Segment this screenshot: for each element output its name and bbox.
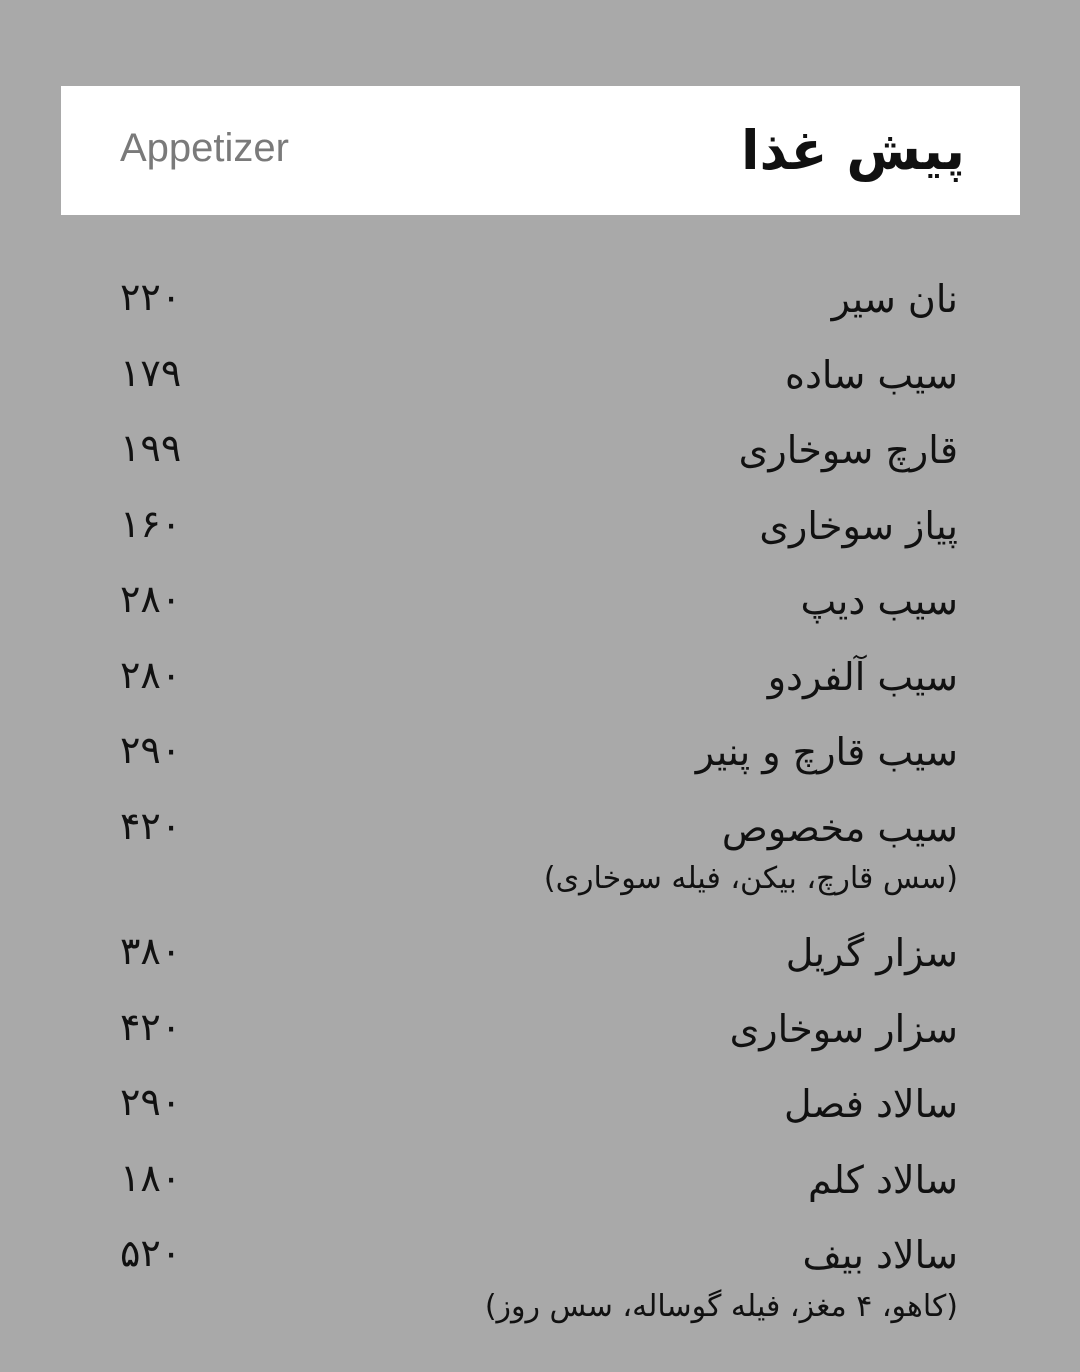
menu-item-name: سالاد کلم bbox=[807, 1157, 958, 1202]
menu-header bbox=[61, 86, 1020, 215]
menu-item-name: سیب دیپ bbox=[800, 579, 958, 623]
menu-item bbox=[120, 791, 958, 905]
menu-item bbox=[120, 916, 958, 992]
menu-item-row bbox=[120, 564, 958, 640]
menu-item bbox=[120, 489, 958, 565]
menu-item-price: ۴۲۰ bbox=[120, 1004, 182, 1049]
section-title-english: Appetizer bbox=[120, 126, 289, 170]
menu-item bbox=[120, 1143, 958, 1219]
menu-item-note: (کاهو، ۴ مغز، فیله گوساله، سس روز) bbox=[484, 1288, 958, 1324]
menu-item-name: سیب مخصوص bbox=[721, 805, 958, 850]
menu-item-price: ۴۲۰ bbox=[120, 803, 182, 848]
menu-item-name: قارچ سوخاری bbox=[738, 428, 958, 472]
menu-item-row bbox=[120, 916, 958, 992]
menu-item-row bbox=[120, 715, 958, 791]
menu-item-price: ۱۸۰ bbox=[120, 1155, 182, 1200]
menu-item bbox=[120, 262, 958, 338]
menu-item bbox=[120, 564, 958, 640]
menu-item-price: ۲۸۰ bbox=[120, 577, 182, 621]
menu-item-row bbox=[120, 262, 958, 338]
menu-item bbox=[120, 640, 958, 716]
menu-item-name: سیب ساده bbox=[785, 352, 958, 397]
section-title-persian: پیش غذا bbox=[740, 119, 965, 182]
menu-item-price: ۲۹۰ bbox=[120, 1080, 182, 1124]
menu-item-row bbox=[120, 489, 958, 565]
menu-item-name: سیب قارچ و پنیر bbox=[695, 730, 958, 774]
menu-item-name: سالاد بیف bbox=[802, 1233, 958, 1277]
menu-item-row bbox=[120, 338, 958, 414]
menu-item-row bbox=[120, 1143, 958, 1219]
menu-item-price: ۱۹۹ bbox=[120, 426, 182, 470]
menu-item-price: ۵۲۰ bbox=[120, 1231, 182, 1275]
menu-item bbox=[120, 1067, 958, 1143]
menu-item-price: ۱۷۹ bbox=[120, 350, 182, 395]
menu-item-row bbox=[120, 640, 958, 716]
menu-item-name: نان سیر bbox=[831, 277, 958, 321]
menu-item-name: سالاد فصل bbox=[784, 1082, 958, 1126]
menu-item-name: پیاز سوخاری bbox=[759, 503, 958, 548]
menu-item bbox=[120, 413, 958, 489]
menu-item-name: سزار گریل bbox=[785, 931, 958, 975]
menu-item-row bbox=[120, 413, 958, 489]
menu-item-price: ۲۹۰ bbox=[120, 728, 182, 772]
menu-item bbox=[120, 992, 958, 1068]
menu-item-price: ۲۲۰ bbox=[120, 275, 182, 319]
menu-item-row bbox=[120, 992, 958, 1068]
menu-item-price: ۲۸۰ bbox=[120, 652, 182, 697]
menu-item bbox=[120, 338, 958, 414]
menu-item-name: سزار سوخاری bbox=[729, 1006, 958, 1051]
menu-list bbox=[120, 262, 958, 1344]
menu-item bbox=[120, 1218, 958, 1332]
menu-item-name: سیب آلفردو bbox=[767, 654, 958, 699]
menu-item-row bbox=[120, 1067, 958, 1143]
menu-item-note: (سس قارچ، بیکن، فیله سوخاری) bbox=[543, 861, 958, 896]
menu-item bbox=[120, 715, 958, 791]
menu-item-price: ۱۶۰ bbox=[120, 501, 182, 546]
menu-item-price: ۳۸۰ bbox=[120, 929, 182, 973]
